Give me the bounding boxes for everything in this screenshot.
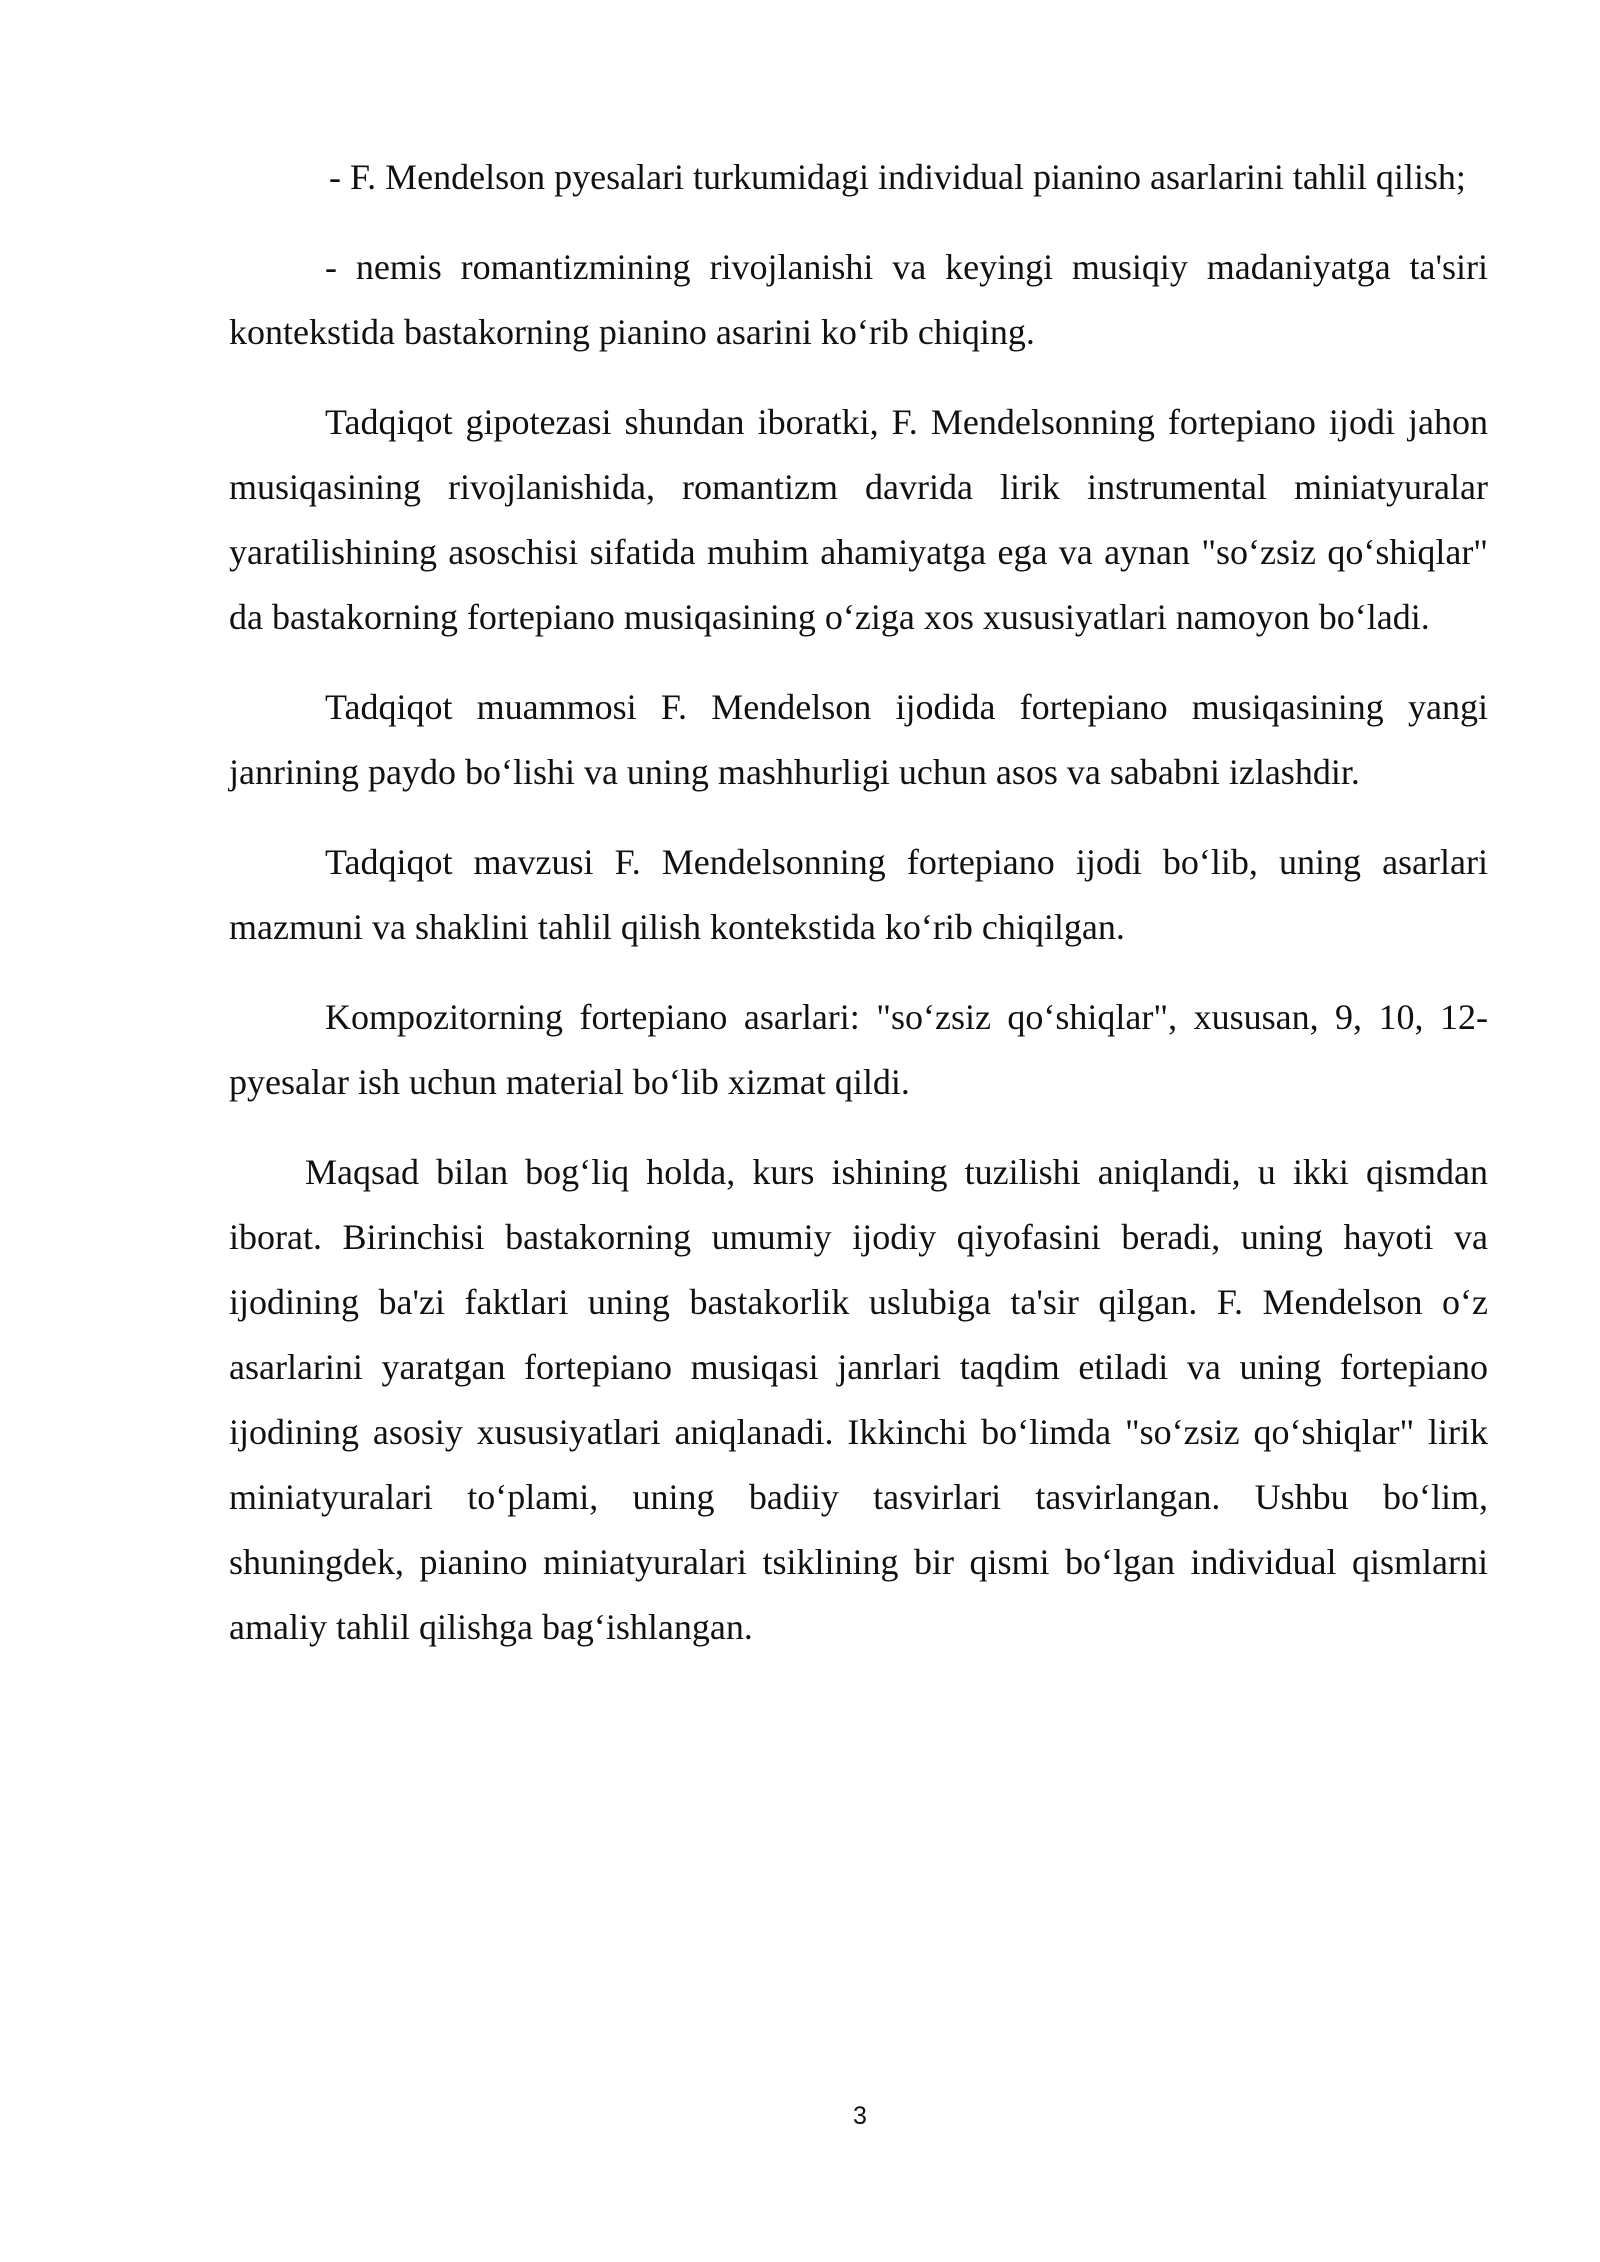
page-number: 3 <box>853 2102 867 2130</box>
paragraph-material: Kompozitorning fortepiano asarlari: "so‘zsiz qo‘shiqlar", xususan, 9, 10, 12-pyesalar ish uchun material bo‘lib xizmat qildi. <box>229 997 1488 1102</box>
paragraph-research-subject: Tadqiqot mavzusi F. Mendelsonning fortepiano ijodi bo‘lib, uning asarlari mazmuni va shaklini tahlil qilish kontekstida ko‘rib chiqilgan. <box>229 842 1488 947</box>
body-text <box>229 145 1488 1685</box>
paragraph-hypothesis: Tadqiqot gipotezasi shundan iboratki, F. Mendelsonning fortepiano ijodi jahon musiqasining rivojlanishida, romantizm davrida lirik instrumental miniatyuralar yaratilishining asoschisi sifatida muhim ahamiyatga ega va aynan "so‘zsiz qo‘shiqlar" da bastakorning fortepiano musiqasining o‘ziga xos xususiyatlari namoyon bo‘ladi. <box>229 402 1488 637</box>
paragraph-research-problem: Tadqiqot muammosi F. Mendelson ijodida fortepiano musiqasining yangi janrining paydo bo‘lishi va uning mashhurligi uchun asos va sababni izlashdir. <box>229 687 1488 792</box>
paragraph-task-analysis: - F. Mendelson pyesalari turkumidagi individual pianino asarlarini tahlil qilish; <box>329 157 1466 197</box>
paragraph-task-context: - nemis romantizmining rivojlanishi va keyingi musiqiy madaniyatga ta'siri kontekstida bastakorning pianino asarini ko‘rib chiqing. <box>229 247 1488 352</box>
paragraph-structure: Maqsad bilan bog‘liq holda, kurs ishining tuzilishi aniqlandi, u ikki qismdan iborat. Birinchisi bastakorning umumiy ijodiy qiyofasini beradi, uning hayoti va ijodining ba'zi faktlari uning bastakorlik uslubiga ta'sir qilgan. F. Mendelson o‘z asarlarini yaratgan fortepiano musiqasi janrlari taqdim etiladi va uning fortepiano ijodining asosiy xususiyatlari aniqlanadi. Ikkinchi bo‘limda "so‘zsiz qo‘shiqlar" lirik miniatyuralari to‘plami, uning badiiy tasvirlari tasvirlangan. Ushbu bo‘lim, shuningdek, pianino miniatyuralari tsiklining bir qismi bo‘lgan individual qismlarni amaliy tahlil qilishga bag‘ishlangan. <box>229 1152 1488 1647</box>
